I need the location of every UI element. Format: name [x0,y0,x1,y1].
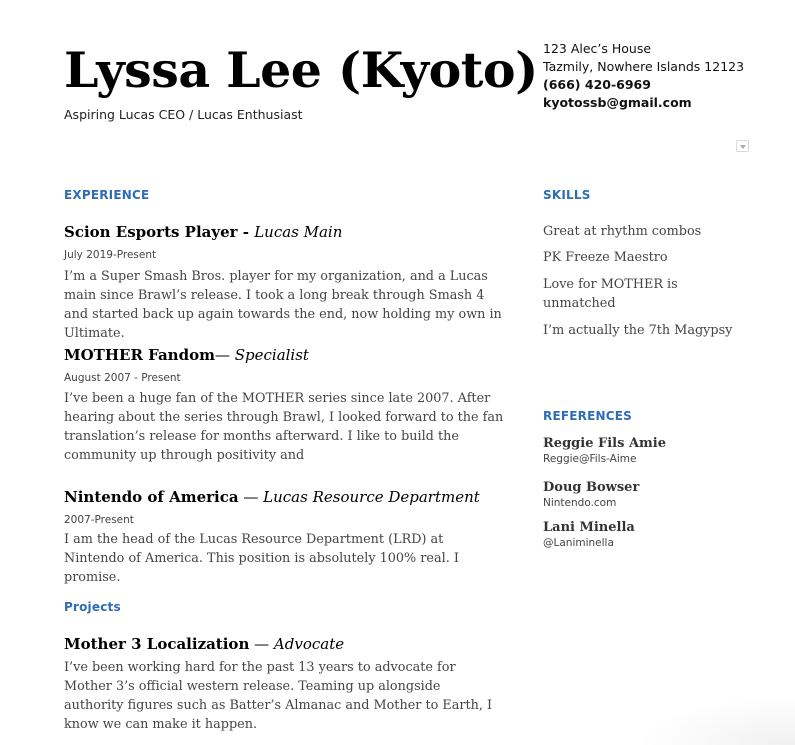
job-description: I’ve been a huge fan of the MOTHER series since late 2007. After hearing about the series through Brawl, I looked forward to the fan translation’s release for months afterward. I like to build the community up through positivity and [64,391,504,463]
page-shadow [635,695,795,745]
reference-contact: Nintendo.com [543,497,617,509]
reference-contact: @Laniminella [543,537,614,549]
email-address[interactable]: kyotossb@gmail.com [543,95,692,110]
resume-name: Lyssa Lee (Kyoto) [64,41,538,99]
job-title [64,223,342,241]
reference-name: Doug Bowser [543,480,640,495]
job-title [64,346,309,364]
project-title [64,635,344,653]
job-separator: — [214,346,235,364]
experience-heading: EXPERIENCE [64,188,150,202]
references-heading: REFERENCES [543,409,632,423]
address-line-1: 123 Alec’s House [543,41,652,56]
skills-heading: SKILLS [543,188,591,202]
job-separator: - [237,223,255,241]
address-line-2: Tazmily, Nowhere Islands 12123 [543,59,745,74]
job-separator: — [238,488,264,506]
phone-number: (666) 420-6969 [543,77,651,92]
job-description: I’m a Super Smash Bros. player for my organization, and a Lucas main since Brawl’s release. I took a long break through Smash 4 and started back up again towards the end, now holding my own in Ultimate. [64,269,502,341]
project-separator: — [249,635,274,653]
skill-item: PK Freeze Maestro [543,250,668,265]
contact-block [543,40,744,112]
project-role: Advocate [273,635,345,653]
resume-tagline: Aspiring Lucas CEO / Lucas Enthusiast [64,107,303,122]
job-dates: August 2007 - Present [64,372,181,384]
job-dates: July 2019-Present [64,249,157,261]
job-org: Scion Esports Player [64,223,238,241]
projects-heading: Projects [64,600,121,614]
project-description: I’ve been working hard for the past 13 years to advocate for Mother 3’s official western release. Teaming up alongside authority figures such as Batter’s Almanac and Mother to Earth, I know we can make it happen. [64,660,493,732]
skill-item: Great at rhythm combos [543,224,702,239]
job-org: Nintendo of America [64,488,239,506]
reference-name: Lani Minella [543,520,635,535]
job-description: I am the head of the Lucas Resource Department (LRD) at Nintendo of America. This position is absolutely 100% real. I promise. [64,532,459,585]
job-role: Lucas Resource Department [263,488,480,506]
job-role: Specialist [234,346,309,364]
job-title [64,488,480,506]
dropdown-arrow-icon[interactable] [736,140,749,152]
reference-contact: Reggie@Fils-Aime [543,453,637,465]
project-name: Mother 3 Localization [64,635,250,653]
job-role: Lucas Main [254,223,343,241]
skill-item: Love for MOTHER is unmatched [543,277,678,311]
job-org: MOTHER Fandom [64,346,215,364]
job-dates: 2007-Present [64,514,134,526]
skill-item: I’m actually the 7th Magypsy [543,323,733,338]
reference-name: Reggie Fils Amie [543,436,666,451]
